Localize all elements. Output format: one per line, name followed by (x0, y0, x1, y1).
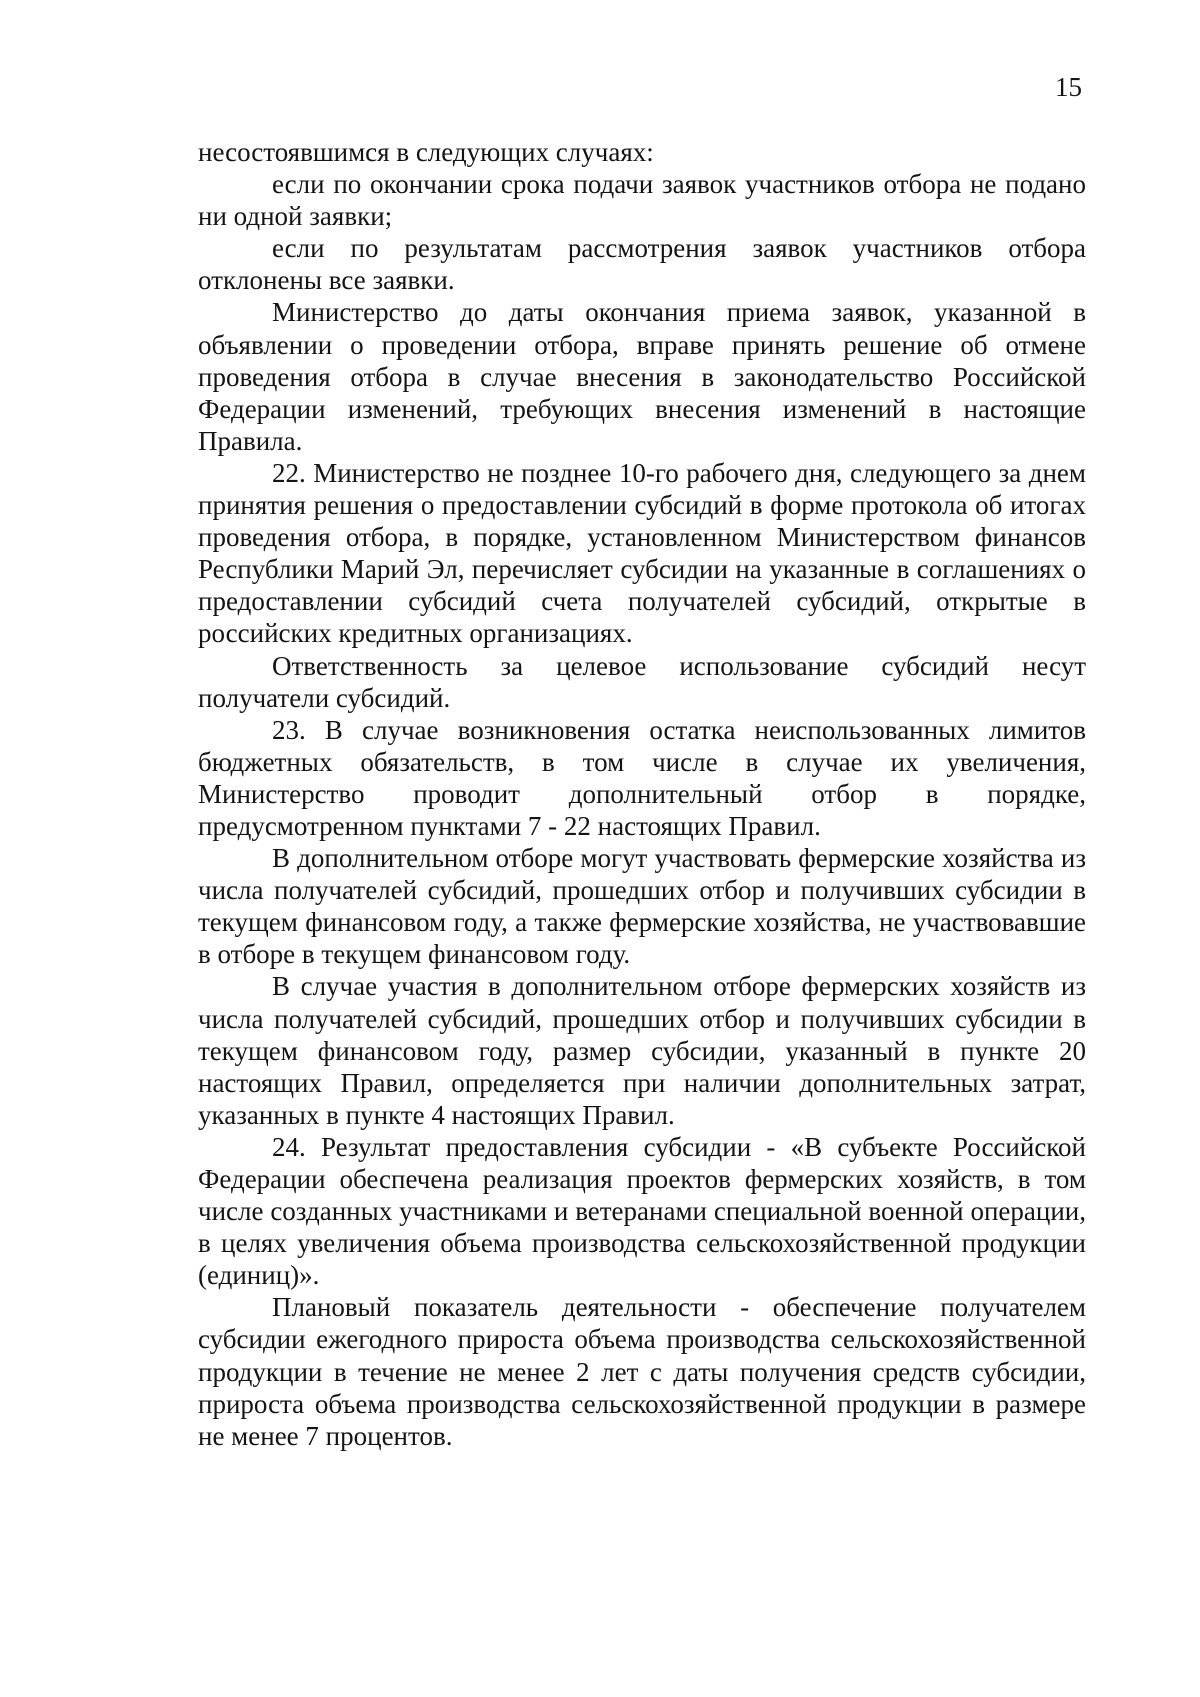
paragraph: несостоявшимся в следующих случаях: (198, 137, 654, 167)
paragraph-item-24: 24. Результат предоставления субсидии - «В субъекте Российской Федерации обеспечена реализация проектов фермерских хозяйств, в том числе созданных участниками и ветеранами специальной военной операции, в целях увеличения объема производства сельскохозяйственной продукции (единиц)». (198, 1131, 1086, 1291)
page-number: 15 (1055, 72, 1082, 102)
paragraph: В дополнительном отборе могут участвовать фермерские хозяйства из числа получателей субсидий, прошедших отбор и получивших субсидии в текущем финансовом году, а также фермерские хозяйства, не участвовавшие в отборе в текущем финансовом году. (198, 843, 1086, 970)
paragraph: если по результатам рассмотрения заявок участников отбора отклонены все заявки. (198, 233, 1086, 296)
paragraph: В случае участия в дополнительном отборе фермерских хозяйств из числа получателей субсидий, прошедших отбор и получивших субсидии в текущем финансовом году, размер субсидии, указанный в пункте 20 настоящих Правил, определяется при наличии дополнительных затрат, указанных в пункте 4 настоящих Правил. (198, 971, 1086, 1130)
paragraph-item-23: 23. В случае возникновения остатка неиспользованных лимитов бюджетных обязательств, в том числе в случае их увеличения, Министерство проводит дополнительный отбор в порядке, предусмотренном пунктами 7 - 22 настоящих Правил. (198, 714, 1086, 841)
paragraph: Ответственность за целевое использование субсидий несут получатели субсидий. (198, 650, 1086, 713)
paragraph: Плановый показатель деятельности - обеспечение получателем субсидии ежегодного прироста объема производства сельскохозяйственной продукции в течение не менее 2 лет с даты получения средств субсидии, прироста объема производства сельскохозяйственной продукции в размере не менее 7 процентов. (198, 1292, 1086, 1451)
paragraph: если по окончании срока подачи заявок участников отбора не подано ни одной заявки; (198, 169, 1086, 232)
paragraph-item-22: 22. Министерство не позднее 10-го рабочего дня, следующего за днем принятия решения о предоставлении субсидий в форме протокола об итогах проведения отбора, в порядке, установленном Министерством финансов Республики Марий Эл, перечисляет субсидии на указанные в соглашениях о предоставлении субсидий счета получателей субсидий, открытые в российских кредитных организациях. (198, 457, 1086, 649)
paragraph: Министерство до даты окончания приема заявок, указанной в объявлении о проведении отбора, вправе принять решение об отмене проведения отбора в случае внесения в законодательство Российской Федерации изменений, требующих внесения изменений в настоящие Правила. (198, 297, 1086, 456)
document-body (198, 136, 1086, 1452)
